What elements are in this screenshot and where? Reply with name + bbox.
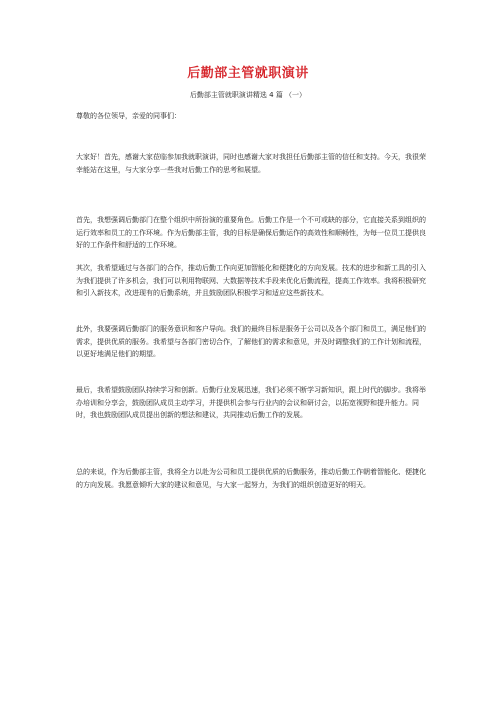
paragraph-5: 最后，我希望鼓励团队持续学习和创新。后勤行业发展迅速，我们必须不断学习新知识，跟上时代的脚步。我将举办培训和分享会，鼓励团队成员主动学习，并提供机会参与行业内的会议和研讨会，以拓宽视野和提升能力。同时，我也鼓励团队成员提出创新的想法和建议，共同推动后勤工作的发展。 — [76, 386, 426, 419]
page-subtitle: 后勤部主管就职演讲精选 4 篇 （一） — [189, 91, 307, 99]
paragraph-3: 其次，我希望通过与各部门的合作，推动后勤工作向更加智能化和便捷化的方向发展。技术的进步和新工具的引入为我们提供了许多机会，我们可以利用物联网、大数据等技术手段来优化后勤流程，提高工作效率。我将积极研究和引入新技术，改进现有的后勤系统，并且鼓励团队积极学习和适应这些新技术。 — [76, 264, 426, 297]
greeting: 尊敬的各位领导，亲爱的同事们： — [76, 112, 181, 120]
paragraph-1: 大家好！首先，感谢大家莅临参加我就职演讲，同时也感谢大家对我担任后勤部主管的信任和支持。今天，我很荣幸能站在这里，与大家分享一些我对后勤工作的思考和展望。 — [76, 153, 426, 174]
paragraph-2: 首先，我想强调后勤部门在整个组织中所扮演的重要角色。后勤工作是一个不可或缺的部分，它直接关系到组织的运行效率和员工的工作环境。作为后勤部主管，我的目标是确保后勤运作的高效性和顺畅性，为每一位员工提供良好的工作条件和舒适的工作环境。 — [76, 216, 426, 249]
paragraph-4: 此外，我要强调后勤部门的服务意识和客户导向。我们的最终目标是服务于公司以及各个部门和员工，满足他们的需求，提供优质的服务。我希望与各部门密切合作，了解他们的需求和意见，并及时调整我们的工作计划和流程，以更好地满足他们的期望。 — [76, 325, 426, 358]
paragraph-6: 总的来说，作为后勤部主管，我将全力以赴为公司和员工提供优质的后勤服务，推动后勤工作朝着智能化、便捷化的方向发展。我愿意倾听大家的建议和意见，与大家一起努力，为我们的组织创造更好的明天。 — [76, 468, 426, 489]
page-title: 后勤部主管就职演讲 — [187, 66, 309, 81]
